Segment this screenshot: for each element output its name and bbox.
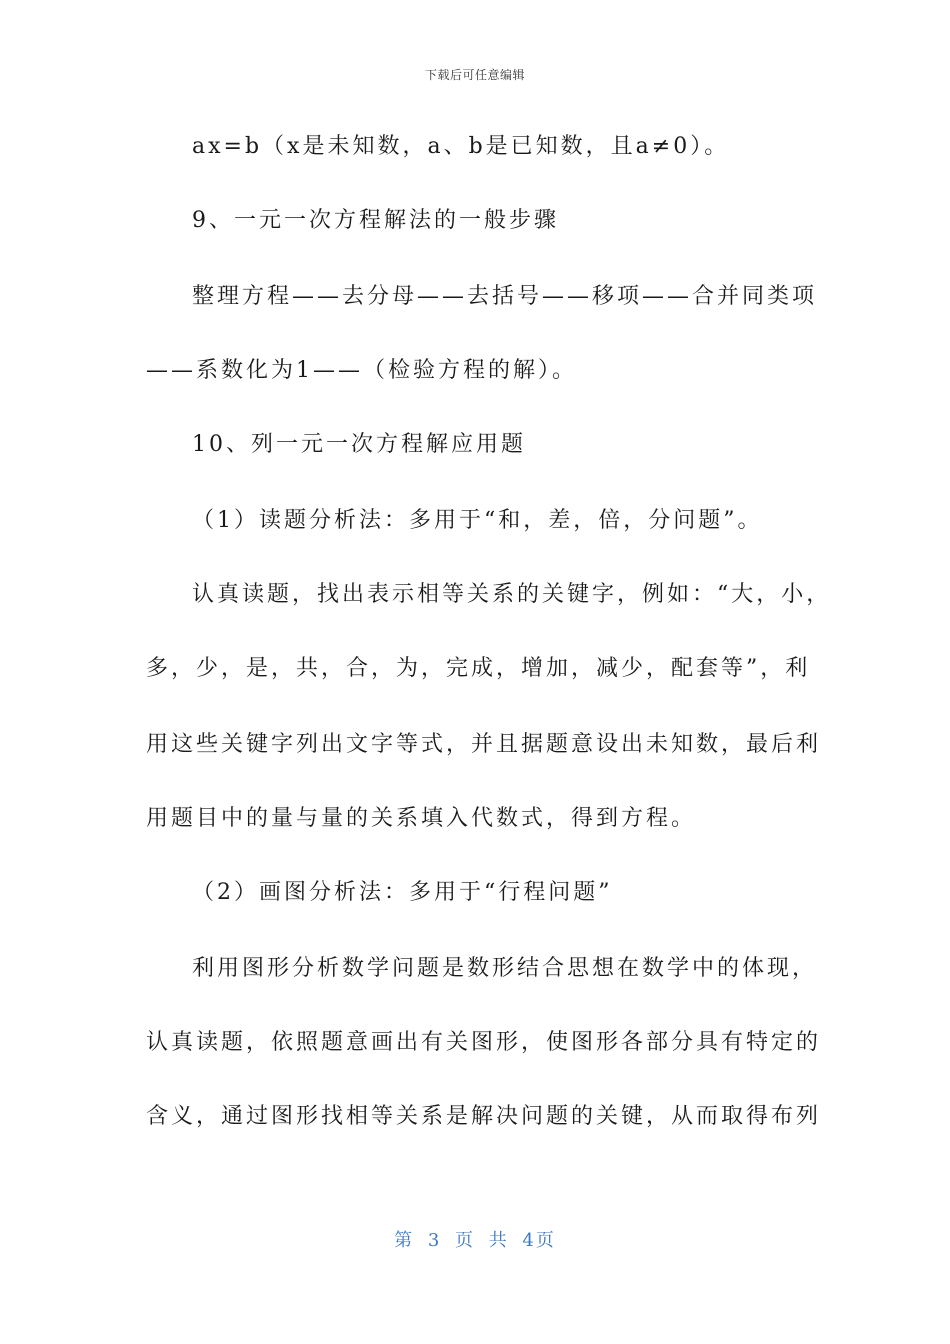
solution-steps-line-2: ——系数化为1——（检验方程的解）。 (146, 358, 577, 383)
paragraph-line: 利用图形分析数学问题是数形结合思想在数学中的体现， (192, 956, 818, 981)
equation-form-line: ax=b（x是未知数，a、b是已知数，且a≠0）。 (192, 134, 730, 159)
paragraph-line: 认真读题，找出表示相等关系的关键字，例如：“大，小， (192, 582, 832, 607)
method-2-heading: （2）画图分析法：多用于“行程问题” (192, 880, 613, 905)
solution-steps-line-1: 整理方程——去分母——去括号——移项——合并同类项 (192, 284, 818, 309)
method-1-heading: （1）读题分析法：多用于“和，差，倍，分问题”。 (192, 508, 763, 533)
paragraph-line: 用题目中的量与量的关系填入代数式，得到方程。 (146, 806, 697, 831)
section-heading-9: 9、一元一次方程解法的一般步骤 (192, 208, 559, 233)
paragraph-line: 含义，通过图形找相等关系是解决问题的关键，从而取得布列 (146, 1104, 822, 1129)
section-heading-10: 10、列一元一次方程解应用题 (192, 432, 526, 457)
paragraph-line: 认真读题，依照题意画出有关图形，使图形各部分具有特定的 (146, 1030, 822, 1055)
page-header-note: 下载后可任意编辑 (424, 68, 525, 82)
page-number-footer: 第 3 页 共 4页 (394, 1230, 556, 1251)
paragraph-line: 多，少，是，共，合，为，完成，增加，减少，配套等”，利 (146, 656, 811, 681)
paragraph-line: 用这些关键字列出文字等式，并且据题意设出未知数，最后利 (146, 732, 822, 757)
